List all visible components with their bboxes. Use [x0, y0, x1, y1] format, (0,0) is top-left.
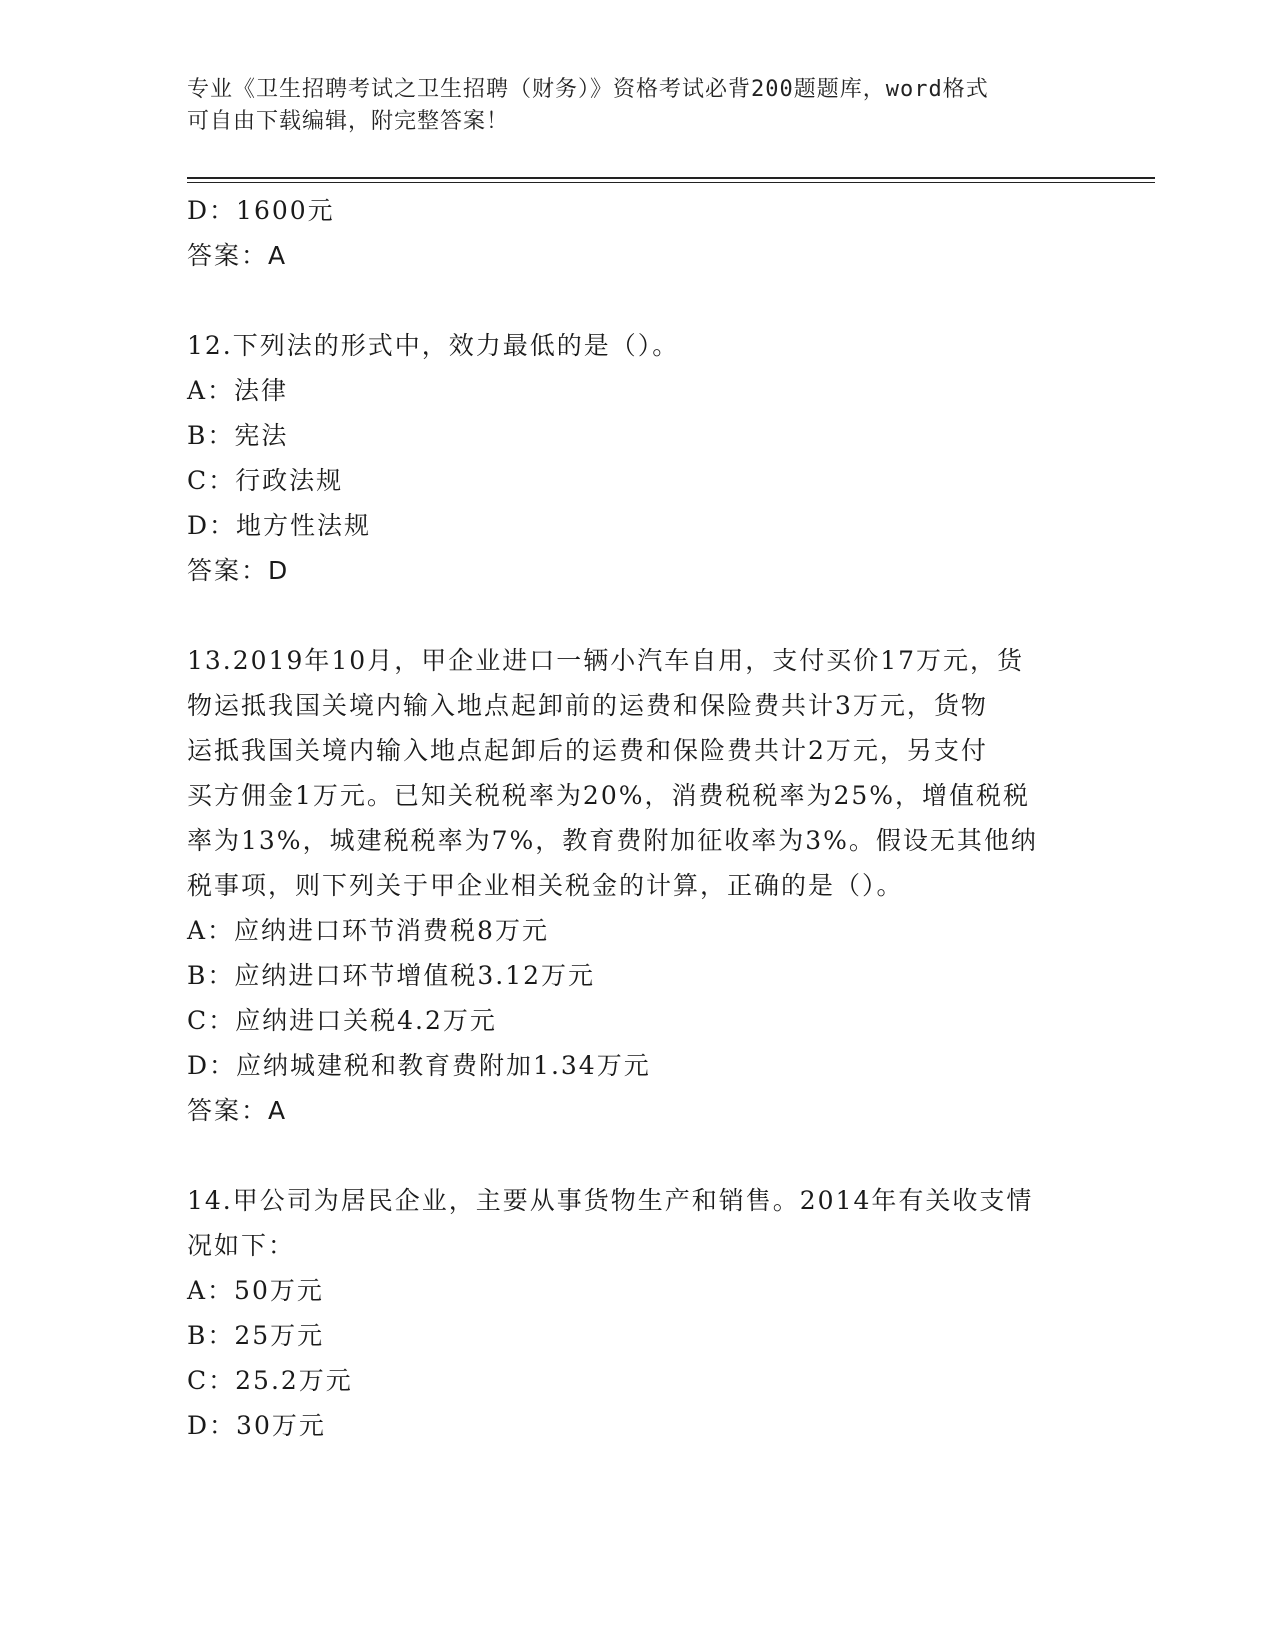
question-stem-line: 14.甲公司为居民企业，主要从事货物生产和销售。2014年有关收支情 — [187, 1186, 1034, 1215]
option-d: D：1600元 — [187, 196, 335, 225]
option-c: C：应纳进口关税4.2万元 — [187, 1006, 497, 1035]
header-line-1: 专业《卫生招聘考试之卫生招聘（财务）》资格考试必背200题题库，word格式 — [187, 77, 989, 102]
option-c: C：25.2万元 — [187, 1366, 353, 1395]
spacer — [187, 278, 1087, 323]
question-stem-line: 物运抵我国关境内输入地点起卸前的运费和保险费共计3万元，货物 — [187, 691, 988, 720]
header-divider-thin — [187, 182, 1155, 183]
question-list — [187, 188, 1087, 1448]
spacer — [187, 1133, 1087, 1178]
option-b: B：宪法 — [187, 421, 289, 450]
question-13 — [187, 638, 1087, 1133]
option-d: D：30万元 — [187, 1411, 326, 1440]
answer-line: 答案：A — [187, 241, 288, 270]
question-stem-line: 13.2019年10月，甲企业进口一辆小汽车自用，支付买价17万元，货 — [187, 646, 1025, 675]
answer-line: 答案：A — [187, 1096, 288, 1125]
option-d: D：地方性法规 — [187, 511, 372, 540]
option-b: B：应纳进口环节增值税3.12万元 — [187, 961, 596, 990]
question-stem-line: 率为13%，城建税税率为7%，教育费附加征收率为3%。假设无其他纳 — [187, 826, 1038, 855]
question-stem-line: 况如下： — [187, 1231, 296, 1260]
question-12 — [187, 323, 1087, 593]
option-a: A：法律 — [187, 376, 289, 405]
question-stem-line: 运抵我国关境内输入地点起卸后的运费和保险费共计2万元，另支付 — [187, 736, 988, 765]
option-b: B：25万元 — [187, 1321, 325, 1350]
option-a: A：50万元 — [187, 1276, 324, 1305]
option-c: C：行政法规 — [187, 466, 344, 495]
answer-line: 答案：D — [187, 556, 290, 585]
question-stem: 12.下列法的形式中，效力最低的是（）。 — [187, 331, 680, 360]
option-a: A：应纳进口环节消费税8万元 — [187, 916, 549, 945]
question-14 — [187, 1178, 1087, 1448]
question-stem-line: 税事项，则下列关于甲企业相关税金的计算，正确的是（）。 — [187, 871, 904, 900]
option-d: D：应纳城建税和教育费附加1.34万元 — [187, 1051, 651, 1080]
question-stem-line: 买方佣金1万元。已知关税税率为20%，消费税税率为25%，增值税税 — [187, 781, 1031, 810]
header-line-2: 可自由下载编辑，附完整答案！ — [187, 109, 510, 134]
spacer — [187, 593, 1087, 638]
document-header — [187, 74, 1067, 138]
header-divider-thick — [187, 177, 1155, 179]
